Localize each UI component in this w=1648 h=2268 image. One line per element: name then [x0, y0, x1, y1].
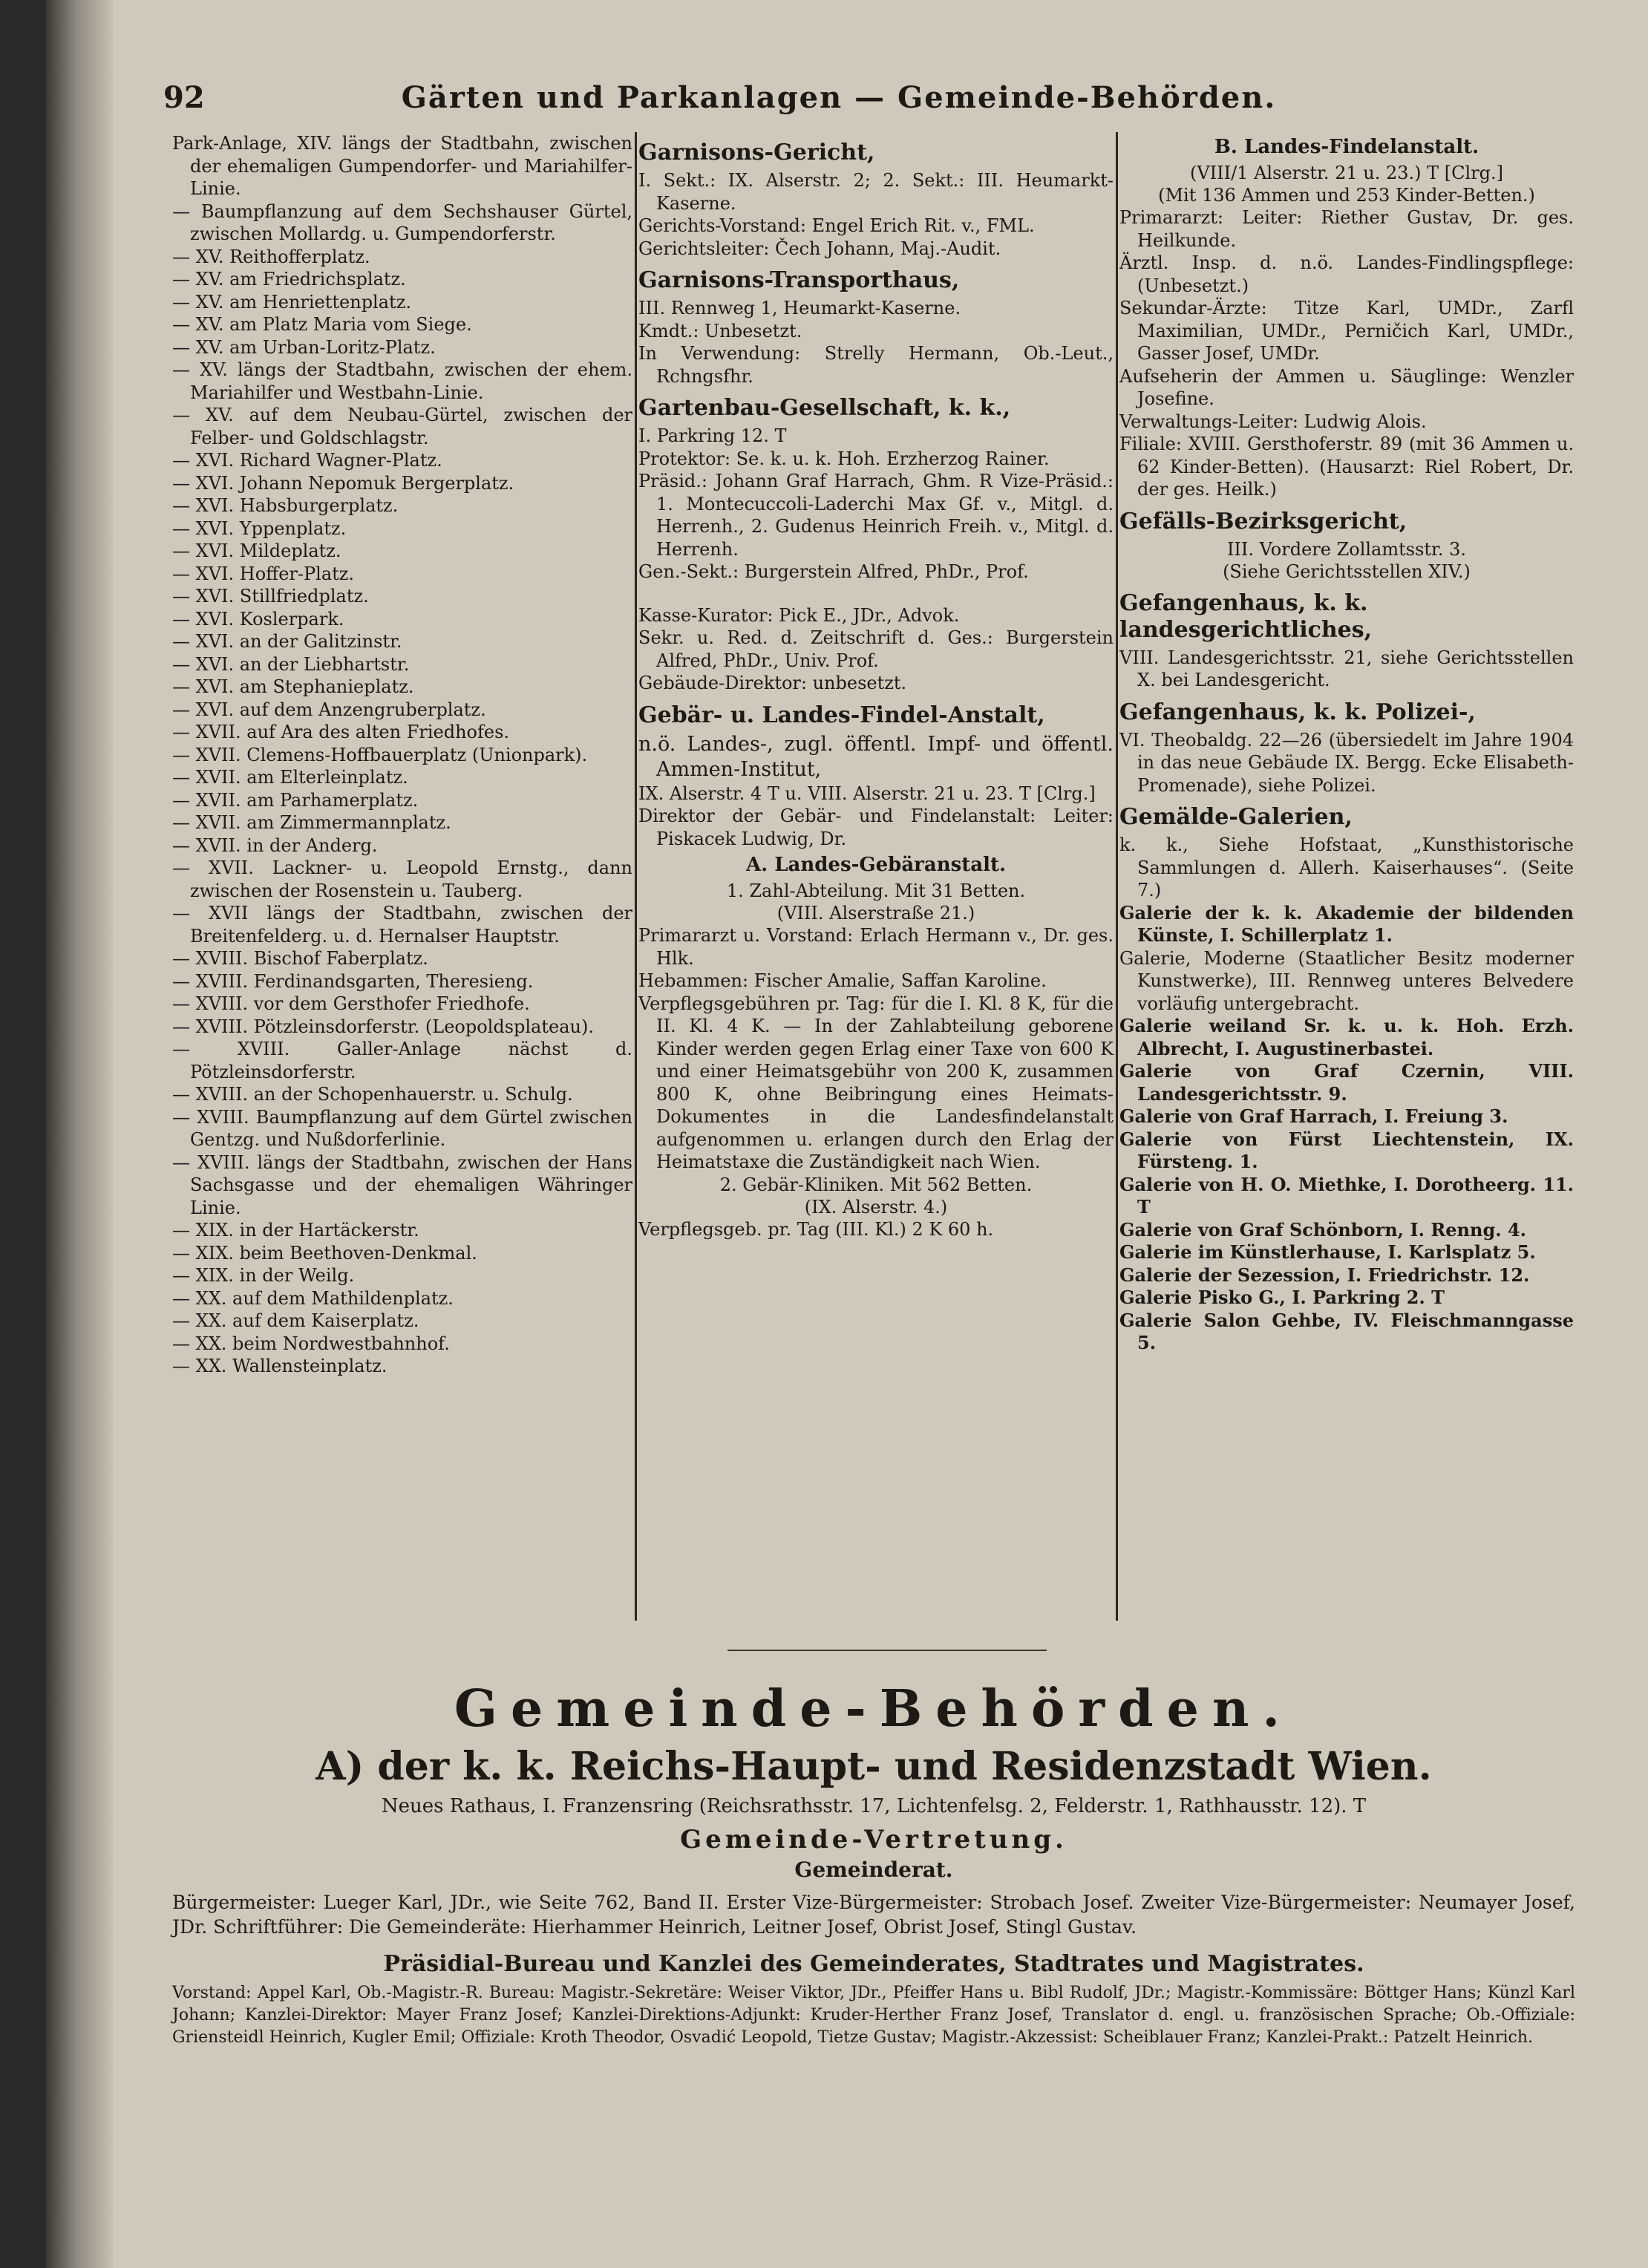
entry: — XVI. Hoffer-Platz. [172, 563, 355, 584]
entry: I. Sekt.: IX. Alserstr. 2; 2. Sekt.: III. Heumarkt-Kaserne. [638, 170, 1114, 214]
entry: — XVIII. Ferdinandsgarten, Theresieng. [172, 970, 534, 992]
entry: — XV. auf dem Neubau-Gürtel, zwischen der Felber- und Goldschlagstr. [172, 405, 632, 448]
entry: Galerie, Moderne (Staatlicher Besitz moderner Kunstwerke), III. Rennweg unteres Belvedere vorläufig untergebracht. [1119, 947, 1574, 1014]
entry: — XVIII. Bischof Faberplatz. [172, 948, 428, 969]
entry: — XV. am Henriettenplatz. [172, 291, 411, 313]
entry: Filiale: XVIII. Gersthoferstr. 89 (mit 36 Ammen u. 62 Kinder-Betten). (Hausarzt: Riel Robert, Dr. der ges. Heilk.) [1119, 434, 1574, 500]
entry: VI. Theobaldg. 22—26 (übersiedelt im Jahre 1904 in das neue Gebäude IX. Bergg. Ecke Elisabeth-Promenade), siehe Polizei. [1119, 729, 1574, 796]
entry: k. k., Siehe Hofstaat, „Kunsthistorische Sammlungen d. Allerh. Kaiserhauses“. (Seite 7.) [1119, 834, 1574, 901]
section-heading: Gartenbau-Gesellschaft, k. k., [638, 395, 1011, 421]
entry: — XVIII. längs der Stadtbahn, zwischen der Hans Sachsgasse und der ehemaligen Währinger Linie. [172, 1151, 632, 1218]
entry: — XVI. Johann Nepomuk Bergerplatz. [172, 472, 514, 494]
centered-line: III. Vordere Zollamtsstr. 3. [1226, 538, 1467, 560]
column-park-anlagen [172, 132, 632, 1378]
entry: III. Rennweg 1, Heumarkt-Kaserne. [638, 298, 961, 318]
entry: — XV. Reithofferplatz. [172, 246, 370, 267]
entry: — XX. auf dem Mathildenplatz. [172, 1287, 454, 1309]
section-title: Gemeinde-Behörden. [454, 1679, 1294, 1739]
entry: — XVIII. Galler-Anlage nächst d. Pötzleinsdorferstr. [172, 1039, 632, 1082]
entry: Galerie von Fürst Liechtenstein, IX. Fürsteng. 1. [1119, 1128, 1574, 1172]
entry: Galerie von H. O. Miethke, I. Dorotheerg. 11. T [1119, 1173, 1574, 1218]
section-heading: Gemälde-Galerien, [1119, 804, 1353, 830]
entry: Gerichts-Vorstand: Engel Erich Rit. v., FML. [638, 215, 1035, 236]
entry: — XVII. Lackner- u. Leopold Ernstg., dann zwischen der Rosenstein u. Tauberg. [172, 857, 632, 901]
entry: — XV. am Urban-Loritz-Platz. [172, 336, 436, 358]
entry: Galerie von Graf Harrach, I. Freiung 3. [1119, 1105, 1508, 1127]
column-rule-2 [1116, 132, 1118, 1621]
column-rule-1 [635, 132, 637, 1621]
entry: I. Parkring 12. T [638, 425, 787, 446]
entry: — XIX. in der Weilg. [172, 1265, 355, 1286]
page-header [111, 80, 1566, 125]
entry: — XVII. am Elterleinplatz. [172, 767, 408, 788]
entry: Gerichtsleiter: Čech Johann, Maj.-Audit. [638, 238, 1001, 259]
entry: — XVI. Richard Wagner-Platz. [172, 450, 442, 471]
entry: Galerie der k. k. Akademie der bildenden Künste, I. Schillerplatz 1. [1119, 901, 1574, 946]
section-heading: Gefangenhaus, k. k. Polizei-, [1119, 699, 1476, 725]
column-findelanstalt-galerien [1119, 132, 1574, 1355]
section-subtitle: A) der k. k. Reichs-Haupt- und Residenzstadt Wien. [315, 1744, 1432, 1789]
entry: Präsid.: Johann Graf Harrach, Ghm. R Vize-Präsid.: 1. Montecuccoli-Laderchi Max Gf. v., Mitgl. d. Herrenh., 2. Gudenus Heinrich Freih. v., Mitgl. d. Herrenh. [638, 471, 1114, 560]
entry: Park-Anlage, XIV. längs der Stadtbahn, zwischen der ehemaligen Gumpendorfer- und Mariahilfer-Linie. [172, 133, 632, 199]
entry: Galerie von Graf Czernin, VIII. Landesgerichtsstr. 9. [1119, 1060, 1574, 1105]
section-heading: Gefangenhaus, k. k. landesgerichtliches, [1119, 589, 1373, 643]
centered-line: (VIII/1 Alserstr. 21 u. 23.) T [Clrg.] [1189, 163, 1504, 183]
entry: Sekundar-Ärzte: Titze Karl, UMDr., Zarfl Maximilian, UMDr., Perničich Karl, UMDr., Gasser Josef, UMDr. [1119, 298, 1574, 364]
vertretung-heading: Gemeinde-Vertretung. [680, 1825, 1067, 1854]
entry: — XVII. am Zimmermannplatz. [172, 812, 451, 833]
subsection-heading: A. Landes-Gebäranstalt. [745, 854, 1007, 876]
gemeinderat-heading: Gemeinderat. [794, 1857, 953, 1882]
subsection-heading: B. Landes-Findelanstalt. [1214, 136, 1479, 158]
section-heading: Gefälls-Bezirksgericht, [1119, 508, 1407, 535]
entry: — Baumpflanzung auf dem Sechshauser Gürtel, zwischen Mollardg. u. Gumpendorferstr. [172, 200, 632, 244]
entry: — XVI. Yppenplatz. [172, 517, 347, 539]
entry: Galerie Pisko G., I. Parkring 2. T [1119, 1287, 1445, 1308]
entry: Kmdt.: Unbesetzt. [638, 320, 802, 341]
entry: — XVII. auf Ara des alten Friedhofes. [172, 722, 510, 742]
entry: Sekr. u. Red. d. Zeitschrift d. Ges.: Burgerstein Alfred, PhDr., Univ. Prof. [638, 627, 1114, 671]
entry: Galerie von Graf Schönborn, I. Renng. 4. [1119, 1218, 1526, 1241]
entry: — XVIII. Pötzleinsdorferstr. (Leopoldsplateau). [172, 1016, 594, 1037]
entry: Galerie weiland Sr. k. u. k. Hoh. Erzh. Albrecht, I. Augustinerbastei. [1119, 1015, 1574, 1059]
entry: Ärztl. Insp. d. n.ö. Landes-Findlingspflege: (Unbesetzt.) [1119, 252, 1574, 296]
page-number: 92 [163, 80, 205, 115]
centered-line: (Mit 136 Ammen und 253 Kinder-Betten.) [1158, 185, 1535, 206]
page-gutter [46, 0, 113, 2268]
entry: Verpflegsgeb. pr. Tag (III. Kl.) 2 K 60 h. [638, 1218, 994, 1240]
entry: — XVI. an der Liebhartstr. [172, 653, 410, 675]
centered-line: 2. Gebär-Kliniken. Mit 562 Betten. [719, 1174, 1033, 1195]
section-divider [727, 1650, 1047, 1651]
entry: Galerie im Künstlerhause, I. Karlsplatz 5. [1119, 1241, 1536, 1263]
entry: — XV. am Friedrichsplatz. [172, 269, 406, 290]
entry: — XVII. in der Anderg. [172, 834, 378, 856]
entry: Hebammen: Fischer Amalie, Saffan Karoline. [638, 970, 1047, 991]
entry: — XV. am Platz Maria vom Siege. [172, 314, 472, 335]
entry: Verwaltungs-Leiter: Ludwig Alois. [1119, 411, 1427, 432]
kanzlei-heading: Präsidial-Bureau und Kanzlei des Gemeinderates, Stadtrates und Magistrates. [383, 1951, 1364, 1977]
entry: — XVI. an der Galitzinstr. [172, 631, 402, 652]
entry: — XIX. beim Beethoven-Denkmal. [172, 1242, 477, 1264]
entry: Direktor der Gebär- und Findelanstalt: Leiter: Piskacek Ludwig, Dr. [638, 805, 1114, 849]
centered-line: 1. Zahl-Abteilung. Mit 31 Betten. [726, 880, 1026, 901]
entry: — XIX. in der Hartäckerstr. [172, 1220, 419, 1241]
entry: Kasse-Kurator: Pick E., JDr., Advok. [638, 604, 960, 626]
entry: Protektor: Se. k. u. k. Hoh. Erzherzog Rainer. [638, 448, 1050, 469]
entry: — XVI. Koslerpark. [172, 608, 344, 630]
entry: — XX. auf dem Kaiserplatz. [172, 1310, 419, 1331]
entry: — XV. längs der Stadtbahn, zwischen der ehem. Mariahilfer und Westbahn-Linie. [172, 359, 632, 403]
entry: VIII. Landesgerichtsstr. 21, siehe Gerichtsstellen X. bei Landesgericht. [1119, 647, 1574, 690]
column-garnisons-gebaeranstalt [638, 132, 1114, 1241]
gemeinderat-paragraph: Bürgermeister: Lueger Karl, JDr., wie Seite 762, Band II. Erster Vize-Bürgermeister: Strobach Josef. Zweiter Vize-Bürgermeister: Neumayer Josef, JDr. Schriftführer: Die Gemeinderäte: Hierhammer Heinrich, Leitner Josef, Obrist Josef, Stingl Gustav. [172, 1892, 1575, 1938]
entry: Galerie der Sezession, I. Friedrichstr. 12. [1119, 1264, 1530, 1286]
entry: Galerie Salon Gehbe, IV. Fleischmanngasse 5. [1119, 1309, 1574, 1353]
entry: — XVII längs der Stadtbahn, zwischen der Breitenfelderg. u. d. Hernalser Hauptstr. [172, 903, 632, 947]
entry: Primararzt u. Vorstand: Erlach Hermann v., Dr. ges. Hlk. [638, 925, 1114, 969]
entry: — XVI. Mildeplatz. [172, 540, 341, 561]
entry: IX. Alserstr. 4 T u. VIII. Alserstr. 21 u. 23. T [Clrg.] [638, 782, 1096, 804]
entry: — XVIII. an der Schopenhauerstr. u. Schulg. [172, 1084, 573, 1105]
section-heading: Gebär- u. Landes-Findel-Anstalt, [638, 702, 1045, 728]
entry: — XVII. am Parhamerplatz. [172, 789, 419, 811]
entry: Gebäude-Direktor: unbesetzt. [638, 673, 907, 693]
section-heading: Garnisons-Transporthaus, [638, 267, 960, 293]
entry: In Verwendung: Strelly Hermann, Ob.-Leut., Rchngsfhr. [638, 343, 1114, 387]
entry: Gen.-Sekt.: Burgerstein Alfred, PhDr., Prof. [638, 561, 1029, 582]
entry: Verpflegsgebühren pr. Tag: für die I. Kl. 8 K, für die II. Kl. 4 K. — In der Zahlabteilung geborene Kinder werden gegen Erlag einer Taxe von 600 K und einer Heimatsgebühr von 200 K, zusammen 800 K, ohne Beibringung eines Heimats-Dokumentes in die Landesfindelanstalt aufgenommen u. erlangen durch den Erlag der Heimatstaxe die Zuständigkeit nach Wien. [638, 993, 1114, 1172]
entry: — XVI. auf dem Anzengruberplatz. [172, 699, 486, 720]
centered-line: (VIII. Alserstraße 21.) [776, 903, 975, 924]
centered-line: (IX. Alserstr. 4.) [804, 1196, 948, 1218]
entry: — XVI. am Stephanieplatz. [172, 676, 414, 697]
entry: — XX. beim Nordwestbahnhof. [172, 1333, 450, 1354]
running-head: Gärten und Parkanlagen — Gemeinde-Behörden. [401, 80, 1277, 115]
entry: — XVIII. Baumpflanzung auf dem Gürtel zwischen Gentzg. und Nußdorferlinie. [172, 1106, 632, 1150]
centered-line: (Siehe Gerichtsstellen XIV.) [1223, 561, 1471, 582]
entry: — XVI. Stillfriedplatz. [172, 586, 369, 607]
gemeinde-behoerden-section [172, 1678, 1575, 2049]
entry: — XVII. Clemens-Hoffbauerplatz (Unionpark). [172, 744, 588, 765]
entry: — XX. Wallensteinplatz. [172, 1356, 388, 1376]
entry: Aufseherin der Ammen u. Säuglinge: Wenzler Josefine. [1119, 365, 1574, 409]
entry: — XVI. Habsburgerplatz. [172, 495, 399, 516]
kanzlei-paragraph: Vorstand: Appel Karl, Ob.-Magistr.-R. Bureau: Magistr.-Sekretäre: Weiser Viktor, JDr., Pfeiffer Hans u. Bibl Rudolf, JDr.; Magistr.-Kommissäre: Böttger Hans; Künzl Karl Johann; Kanzlei-Direktor: Mayer Franz Josef; Kanzlei-Direktions-Adjunkt: Kruder-Herther Franz Josef, Translator d. engl. u. französischen Sprache; Ob.-Offiziale: Griensteidl Heinrich, Kugler Emil; Offiziale: Kroth Theodor, Osvadić Leopold, Tietze Gustav; Magistr.-Akzessist: Scheiblauer Franz; Kanzlei-Prakt.: Patzelt Heinrich. [172, 1984, 1575, 2047]
entry: — XVIII. vor dem Gersthofer Friedhofe. [172, 993, 530, 1014]
rathaus-address: Neues Rathaus, I. Franzensring (Reichsrathsstr. 17, Lichtenfelsg. 2, Felderstr. 1, Rathhausstr. 12). T [381, 1795, 1367, 1817]
entry: Primararzt: Leiter: Riether Gustav, Dr. ges. Heilkunde. [1119, 207, 1574, 251]
section-heading: Garnisons-Gericht, [638, 140, 875, 166]
section-subheading: n.ö. Landes-, zugl. öffentl. Impf- und öffentl. Ammen-Institut, [638, 732, 1114, 781]
